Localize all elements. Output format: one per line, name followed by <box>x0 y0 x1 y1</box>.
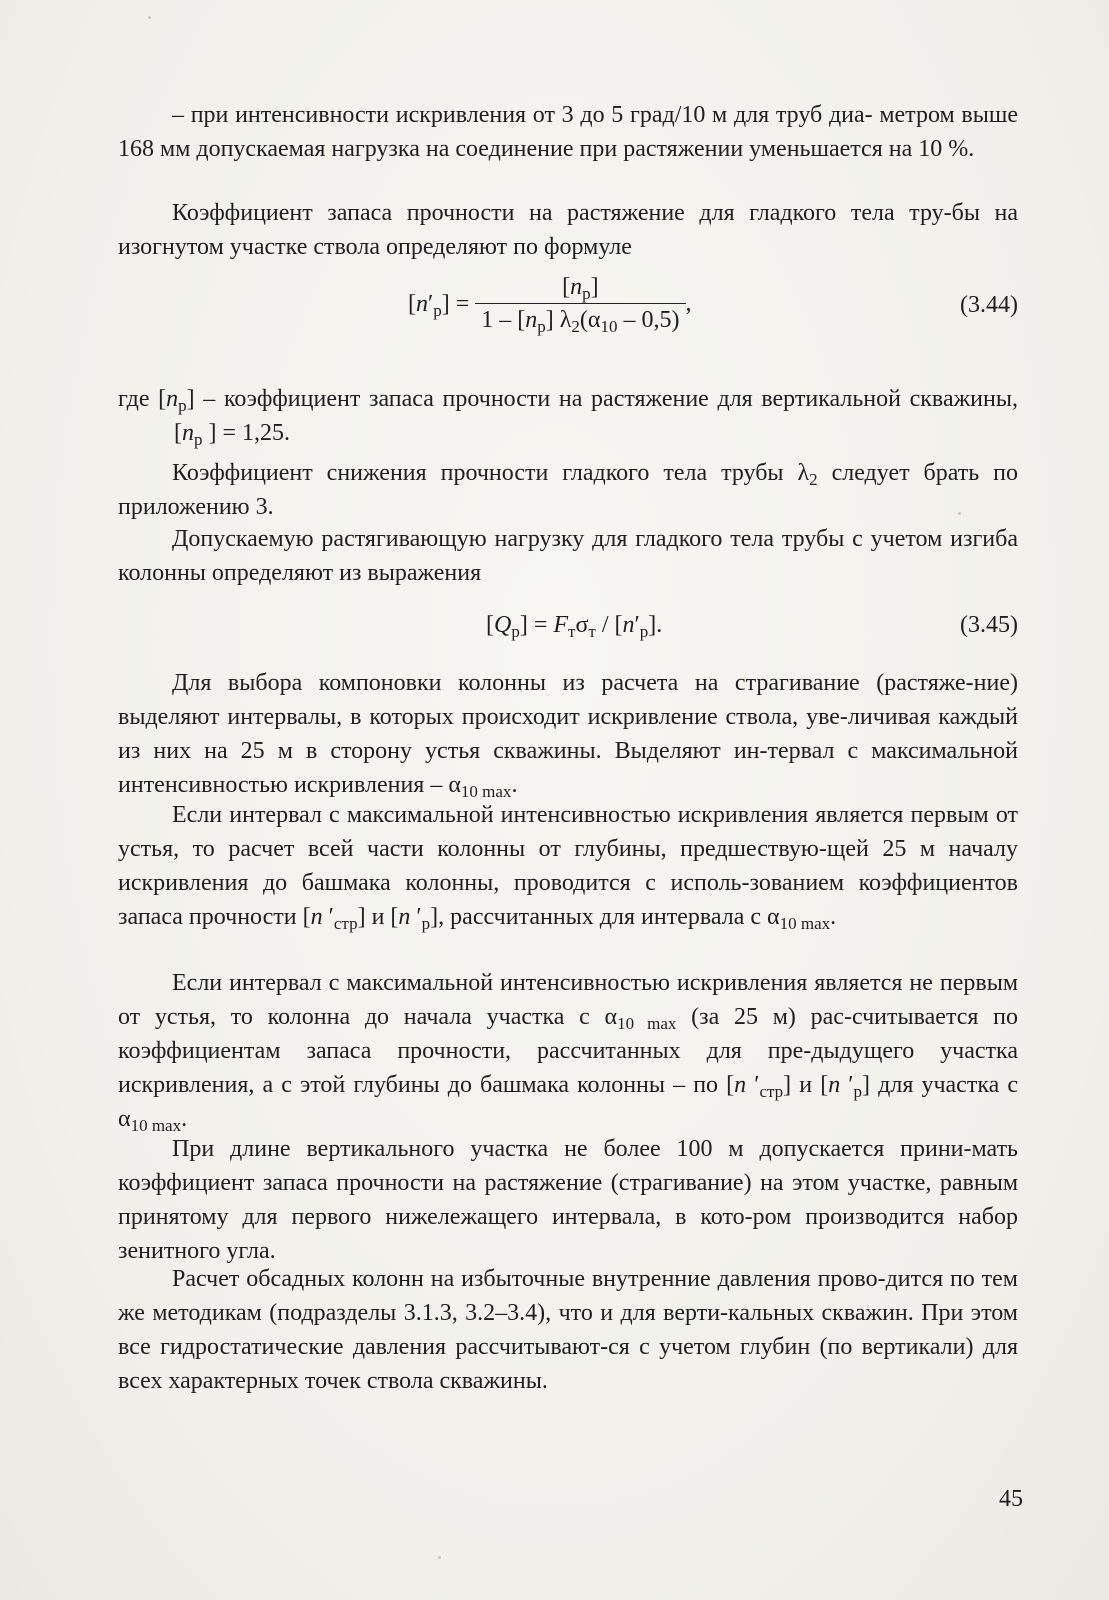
p8-text: При длине вертикального участка не более 100 м допускается прини-мать коэффициент запаса прочности на растяжение (страгивание) на этом участке, равным принятому для первого нижележащего интервала, в кото-ром производится набор зенитного угла. <box>118 1136 1018 1264</box>
p6-text-b: , рассчитанных для интервала с <box>438 904 762 930</box>
formula-3-44-fraction: $\frac{[n_р]}{1 - [n_р] \lambda_2(\alpha_{10} - 0,5)}$ <box>475 274 685 334</box>
page-number: 45 <box>999 1486 1023 1512</box>
paragraph-7: Если интервал с максимальной интенсивностью искривления является не первым от устья, то колонна до начала участка с $\alpha_{10 max}$ (за 25 м) рас-считывается по коэффициентам запаса прочности, рассчитанных для пре-дыдущего участка искривления, а с этой глубины до башмака колонны – по [n $'_{стр}$] и [n $'_р$] для участка с $\alpha_{10 max}$. <box>118 970 1019 1135</box>
p6-text-a: Если интервал с максимальной интенсивностью искривления является первым от устья, то расчет всей части колонны от глубины, предшествую-щей 25 м началу искривления до башмака колонны, проводится с исполь-зованием коэффициентов запаса прочности <box>118 802 1018 930</box>
p1-line1: – при интенсивности искривления от 3 до 5 град/10 м для труб диа- <box>172 102 873 128</box>
p4-text: Допускаемую растягивающую нагрузку для гладкого тела трубы с учетом изгиба колонны определяют из выражения <box>118 526 1018 586</box>
p9-text: Расчет обсадных колонн на избыточные внутренние давления прово-дится по тем же методикам (подразделы 3.1.3, 3.2–3.4), что и для верти-кальных скважин. При этом все гидростатические давления рассчитывают-ся с учетом глубин (по вертикали) для всех характерных точек ствола скважины. <box>118 1266 1018 1394</box>
formula-3-44-number: (3.44) <box>960 292 1018 318</box>
p7-text-b: (за 25 м) рас-считывается по коэффициентам запаса прочности, рассчитанных для пре-дыдущего участка искривления, а с этой глубины до башмака колонны – по <box>118 1004 1019 1098</box>
where-text: – коэффициент запаса прочности на растяжение для вертикальной скважины, <box>203 386 1018 412</box>
paragraph-1 <box>118 98 1018 166</box>
p2-text: Коэффициент запаса прочности на растяжение для гладкого тела тру-бы на изогнутом участке ствола определяют по формуле <box>118 200 1018 260</box>
p7-and: и <box>799 1072 813 1098</box>
formula-3-44-body: $[n'_р]$ = $\frac{[n_р]}{1 - [n_р] \lambda_2(\alpha_{10} - 0,5)}$ , <box>408 274 692 336</box>
scan-speck <box>438 1556 441 1559</box>
p7-text-a: Если интервал с максимальной интенсивностью искривления является не первым от устья, то колонна до начала участка с <box>118 970 1018 1030</box>
formula-3-45 <box>118 608 1018 648</box>
p6-and: и <box>371 904 385 930</box>
p5-text: Для выбора компоновки колонны из расчета на страгивание (растяже-ние) выделяют интервалы, в которых происходит искривление ствола, уве-личивая каждый из них на 25 м в сторону устья скважины. Выделяют ин-тервал с максимальной интенсивностью искривления – <box>118 670 1018 798</box>
paragraph-5: Для выбора компоновки колонны из расчета на страгивание (растяже-ние) выделяют интервалы, в которых происходит искривление ствола, уве-личивая каждый из них на 25 м в сторону устья скважины. Выделяют ин-тервал с максимальной интенсивностью искривления – $\alpha_{10 max}$. <box>118 670 1018 801</box>
scan-speck <box>958 512 961 515</box>
paragraph-9 <box>118 1262 1018 1398</box>
p1-rest: метром выше 168 мм допускаемая нагрузка на соединение при растяжении уменьшается на 10 %. <box>118 102 1018 162</box>
paragraph-4 <box>118 522 1018 590</box>
paragraph-3: Коэффициент снижения прочности гладкого тела трубы $\lambda_2$ следует брать по приложению 3. <box>118 460 1018 520</box>
scan-speck <box>148 16 151 19</box>
p3-text-b: следует брать по приложению 3. <box>118 460 1018 520</box>
paragraph-2 <box>118 196 1018 264</box>
formula-3-45-body: $[Q_р] = F_т\sigma_т / [n'_р]$. <box>486 612 663 641</box>
p7-text-c: для участка с <box>878 1072 1019 1098</box>
formula-3-44 <box>118 268 1018 348</box>
p3-text-a: Коэффициент снижения прочности гладкого тела трубы <box>172 460 784 486</box>
where-lead: где <box>118 386 150 412</box>
where-value: = 1,25. <box>222 420 291 446</box>
where-clause: где $[n_р]$ – коэффициент запаса прочности на растяжение для вертикальной скважины, [$n_р$ ] = 1,25. <box>118 386 1018 449</box>
paragraph-6: Если интервал с максимальной интенсивностью искривления является первым от устья, то расчет всей части колонны от глубины, предшествую-щей 25 м началу искривления до башмака колонны, проводится с исполь-зованием коэффициентов запаса прочности [n $'_{стр}$] и [n $'_р$], рассчитанных для интервала с $\alpha_{10 max}$. <box>118 802 1018 933</box>
paragraph-8 <box>118 1132 1018 1268</box>
formula-3-45-number: (3.45) <box>960 612 1018 638</box>
